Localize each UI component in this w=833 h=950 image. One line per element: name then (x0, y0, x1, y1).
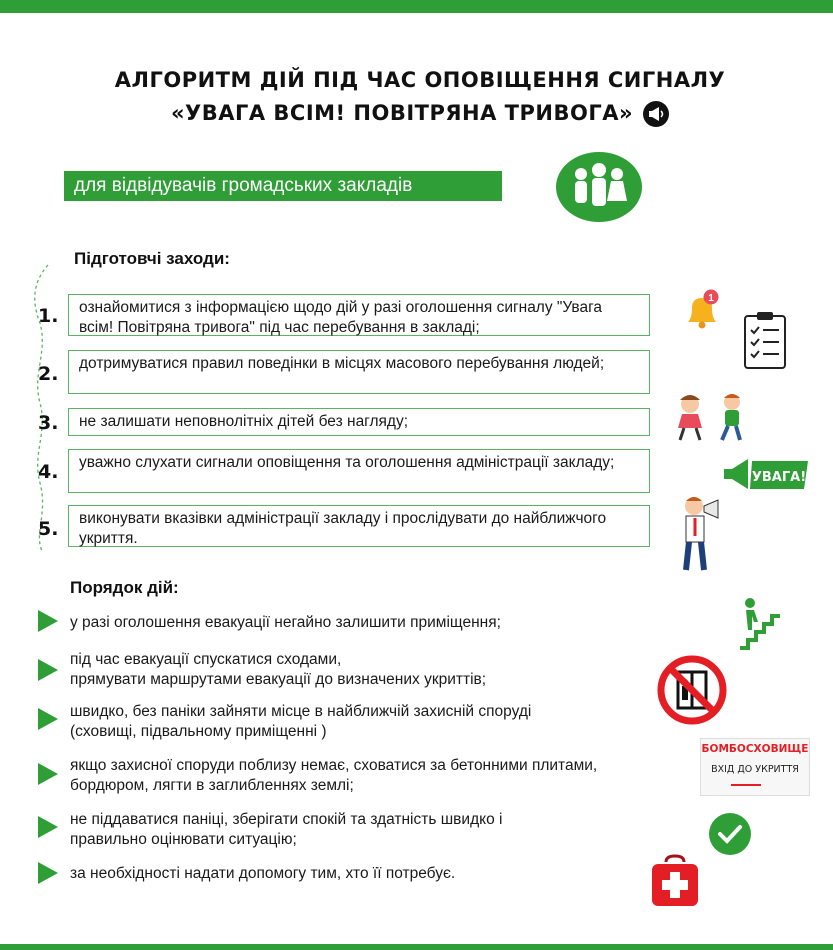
top-accent-bar (0, 0, 833, 13)
action-item: не піддаватися паніці, зберігати спокій та здатність швидко і правильно оцінювати ситуацію; (70, 811, 503, 848)
title-line-1: АЛГОРИТМ ДІЙ ПІД ЧАС ОПОВІЩЕННЯ СИГНАЛУ (114, 68, 726, 92)
title-line-2: «УВАГА ВСІМ! ПОВІТРЯНА ТРИВОГА» (170, 101, 634, 125)
step-number: 5. (38, 518, 59, 540)
step-box: не залишати неповнолітніх дітей без нагляду; (68, 408, 650, 436)
shelter-sign-subtitle: ВХІД ДО УКРИТТЯ (711, 764, 799, 775)
clipboard-checklist-icon (740, 310, 790, 370)
arrow-bullet-icon (38, 763, 58, 785)
uvaga-sign-text: УВАГА! (751, 470, 807, 485)
step-box: уважно слухати сигнали оповіщення та оголошення адміністрації закладу; (68, 449, 650, 493)
checkmark-icon (708, 812, 752, 856)
notification-bell-icon (680, 288, 724, 332)
stairs-exit-icon (736, 596, 784, 652)
page-title (40, 64, 800, 130)
action-item: у разі оголошення евакуації негайно залишити приміщення; (70, 614, 501, 631)
action-item: швидко, без паніки зайняти місце в найближчій захисній споруді (сховищі, підвальному приміщенні ) (70, 703, 532, 740)
children-playing-icon (668, 390, 758, 444)
bomb-shelter-sign (700, 738, 810, 796)
first-aid-kit-icon (648, 852, 702, 910)
arrow-bullet-icon (38, 862, 58, 884)
no-elevator-icon (656, 654, 728, 726)
megaphone-icon (643, 101, 669, 127)
bell-badge-count: 1 (708, 293, 714, 304)
preparation-heading: Підготовчі заходи: (74, 249, 230, 268)
step-number: 3. (38, 412, 59, 434)
action-item: під час евакуації спускатися сходами, прямувати маршрутами евакуації до визначених укриттів; (70, 651, 487, 688)
action-item: якщо захисної споруди поблизу немає, сховатися за бетонними плитами, бордюром, лягти в заглибленнях землі; (70, 757, 598, 794)
audience-banner: для відвідувачів громадських закладів (64, 171, 502, 201)
attention-megaphone-sign (722, 455, 810, 495)
title-line-2-wrap (171, 97, 669, 130)
people-group-icon (556, 152, 642, 222)
step-number: 2. (38, 363, 59, 385)
step-box: дотримуватися правил поведінки в місцях масового перебування людей; (68, 350, 650, 394)
arrow-bullet-icon (38, 816, 58, 838)
arrow-bullet-icon (38, 610, 58, 632)
step-box: виконувати вказівки адміністрації закладу і прослідувати до найближчого укриття. (68, 505, 650, 547)
man-with-megaphone-icon (676, 492, 724, 574)
step-box: ознайомитися з інформацією щодо дій у разі оголошення сигналу "Увага всім! Повітряна тривога" під час перебування в закладі; (68, 294, 650, 336)
shelter-arrow-icon (731, 784, 761, 786)
bottom-accent-bar (0, 944, 833, 950)
step-number: 4. (38, 461, 59, 483)
action-item: за необхідності надати допомогу тим, хто її потребує. (70, 865, 456, 882)
arrow-bullet-icon (38, 708, 58, 730)
actions-heading: Порядок дій: (70, 578, 179, 597)
shelter-sign-title: БОМБОСХОВИЩЕ (701, 743, 809, 755)
step-number: 1. (38, 305, 59, 327)
arrow-bullet-icon (38, 659, 58, 681)
